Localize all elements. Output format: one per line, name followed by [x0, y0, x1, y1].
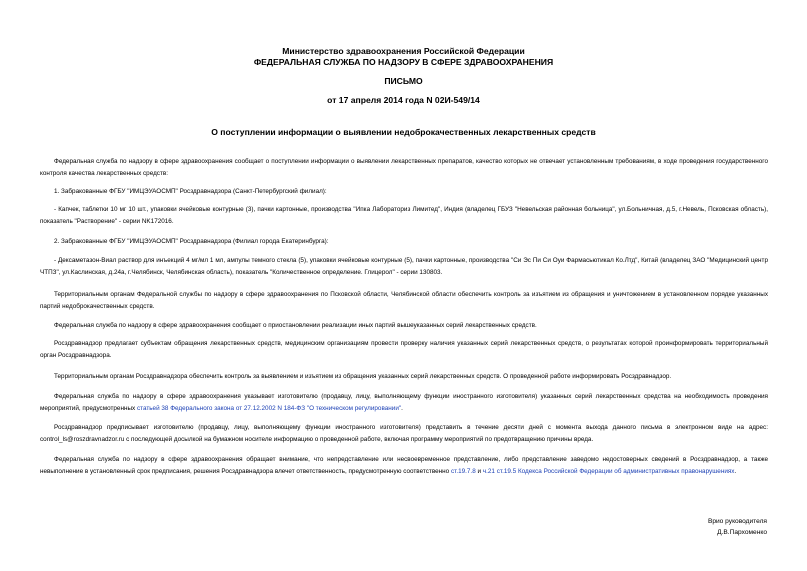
- paragraph-proposal: Росздравнадзор предлагает субъектам обращения лекарственных средств, медицинским организациям провести проверку наличия указанных серий лекарственных средств, о результатах которой проинформировать территориальный орган Росздравнадзора.: [40, 340, 768, 359]
- ministry-header: Министерство здравоохранения Российской Федерации: [282, 46, 525, 56]
- koap-article-19-5-link[interactable]: ч.21 ст.19.5 Кодекса Российской Федерации об административных правонарушениях: [482, 468, 735, 475]
- article-19-7-8-link[interactable]: ст.19.7.8: [450, 468, 476, 475]
- paragraph-item-2-detail: - Дексаметазон-Виал раствор для инъекций 4 мг/мл 1 мл, ампулы темного стекла (5), упаковки ячейковые контурные (5), пачки картонные, производства "Си Эс Пи Си Оуи Фармасьютикал Ко.Лтд", Китай (владелец ЗАО "Медицинский центр ЧТПЗ", ул.Каслинская, д.24а, г.Челябинск, Челябинская область), показатель "Количественное определение. Глицерол" - серии 130803.: [40, 257, 768, 276]
- paragraph-prescription: Росздравнадзор предписывает изготовителю (продавцу, лицу, выполняющему функции иностранного изготовителя) представить в течение десяти дней с момента выхода данного письма в электронном виде на адрес: control_ls@roszdravnadzor.ru с последующей досылкой на бумажном носителе информацию о проведенной работе, включая программу мероприятий по предотвращению причины вреда.: [40, 424, 768, 443]
- paragraph-control: Территориальным органам Росздравнадзора обеспечить контроль за выявлением и изъятием из обращения указанных серий лекарственных средств. О проведенной работе информировать Росздравнадзор.: [54, 373, 672, 380]
- paragraph-responsibility: [40, 454, 768, 478]
- signatory-name: Д.В.Пархоменко: [717, 529, 767, 536]
- paragraph-suspension: Федеральная служба по надзору в сфере здравоохранения сообщает о приостановлении реализации иных партий вышеуказанных серий лекарственных средств.: [54, 322, 537, 329]
- paragraph-responsibility-mid: и: [475, 468, 483, 475]
- paragraph-manufacturer-text: Федеральная служба по надзору в сфере здравоохранения указывает изготовителю (продавцу, лицу, выполняющему функции иностранного изготовителя) указанных серий лекарственных средства на необходимость проведения мероприятий, предусмотренных: [40, 393, 768, 412]
- paragraph-manufacturer-end: .: [401, 405, 403, 412]
- document-title: О поступлении информации о выявлении недоброкачественных лекарственных средств: [211, 127, 596, 137]
- paragraph-item-1-detail: - Капчек, таблетки 10 мг 10 шт., упаковки ячейковые контурные (3), пачки картонные, производства "Ипка Лабораториз Лимитед", Индия (владелец ГБУЗ "Невельская районная больница", ул.Больничная, д.5, г.Невель, Псковская область), показатель "Растворение" - серии NK172016.: [40, 206, 768, 225]
- signatory-position: Врио руководителя: [707, 518, 767, 525]
- paragraph-intro: Федеральная служба по надзору в сфере здравоохранения сообщает о поступлении информации о выявлении лекарственных препаратов, качество которых не отвечает установленным требованиям, в ходе проведения государственного контроля качества лекарственных средств:: [40, 158, 768, 177]
- paragraph-responsibility-text: Федеральная служба по надзору в сфере здравоохранения обращает внимание, что непредставление или несвоевременное представление, либо представление заведомо недостоверных сведений в Росздравнадзор, а также невыполнение в установленный срок предписания, решения Росздравнадзора влечет ответственность, предусмотренную соответственно: [40, 456, 768, 475]
- paragraph-responsibility-end: .: [734, 468, 737, 475]
- paragraph-manufacturer: [40, 391, 768, 415]
- law-article-38-link[interactable]: статьей 38 Федерального закона от 27.12.2002 N 184-ФЗ "О техническом регулировании": [136, 405, 402, 412]
- paragraph-item-2: 2. Забракованные ФГБУ "ИМЦЭУАОСМП" Росздравнадзора (Филиал города Екатеринбурга):: [54, 238, 329, 245]
- doc-date: от 17 апреля 2014 года N 02И-549/14: [327, 95, 480, 105]
- signature-block: [708, 516, 767, 538]
- paragraph-item-1: 1. Забракованные ФГБУ "ИМЦЭУАОСМП" Росздравнадзора (Санкт-Петербургский филиал):: [54, 188, 327, 195]
- paragraph-territorial: Территориальным органам Федеральной службы по надзору в сфере здравоохранения по Псковской области, Челябинской области обеспечить контроль за изъятием из обращения и уничтожением в установленном порядке указанных партий недоброкачественных средств.: [40, 291, 768, 310]
- service-header: ФЕДЕРАЛЬНАЯ СЛУЖБА ПО НАДЗОРУ В СФЕРЕ ЗДРАВООХРАНЕНИЯ: [253, 57, 554, 67]
- doc-type: ПИСЬМО: [384, 76, 423, 86]
